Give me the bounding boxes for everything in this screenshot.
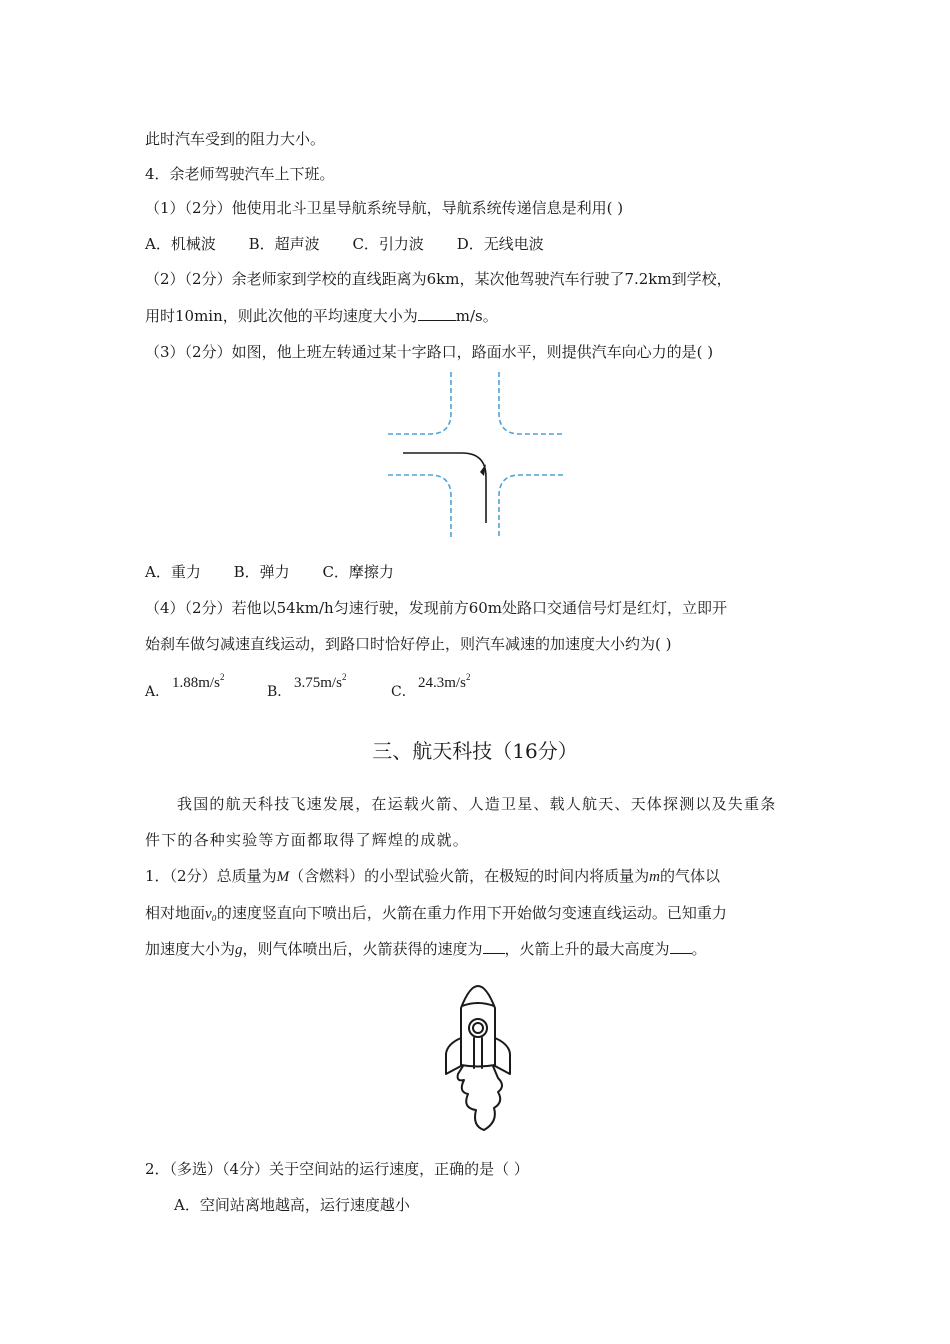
option-c[interactable]: C．引力波: [352, 235, 424, 253]
answer-blank-velocity[interactable]: [483, 939, 505, 954]
option-c-letter[interactable]: C．: [391, 684, 416, 700]
velocity-symbol: v₀: [205, 906, 217, 922]
s3-q1-text: 的气体以: [659, 867, 720, 885]
s3-q1-line1: [145, 866, 720, 887]
option-a-letter[interactable]: A．: [145, 684, 170, 700]
s3-q1-line3: [145, 939, 707, 960]
q4-part2-unit: m/s。: [455, 307, 498, 325]
option-a[interactable]: A．机械波: [145, 235, 216, 253]
q4-part3-options: [145, 562, 422, 582]
q4-part3-stem: （3）（2分）如图，他上班左转通过某十字路口，路面水平，则提供汽车向心力的是( ): [145, 343, 714, 361]
gas-mass-symbol: m: [649, 869, 660, 885]
s3-q1-text: ，火箭上升的最大高度为: [504, 940, 670, 958]
option-b-letter[interactable]: B．: [267, 684, 292, 700]
s3-q1-text: ，则气体喷出后，火箭获得的速度为: [242, 940, 483, 958]
option-b[interactable]: B．超声波: [248, 235, 320, 253]
s3-q1-text: 1．（2分）总质量为: [145, 867, 277, 885]
q4-part1-stem: （1）（2分）他使用北斗卫星导航系统导航，导航系统传递信息是利用( ): [145, 199, 624, 217]
q4-part1-options: [145, 234, 572, 254]
answer-blank-height[interactable]: [670, 939, 692, 954]
q4-part2-text: 用时10min，则此次他的平均速度大小为: [145, 307, 418, 325]
intersection-diagram: [385, 370, 567, 540]
section-3-intro-line1: 我国的航天科技飞速发展，在运载火箭、人造卫星、载人航天、天体探测以及失重条: [177, 795, 777, 813]
s3-q1-text: 。: [691, 940, 707, 958]
q4-part2-line2: [145, 306, 498, 326]
rocket-illustration: [438, 970, 518, 1135]
option-b[interactable]: B．弹力: [233, 563, 290, 581]
s3-q1-line2: [145, 903, 727, 924]
section-3-heading: 三、航天科技（16分）: [372, 739, 578, 763]
mass-symbol: M: [276, 869, 290, 885]
q4-part4-line1: （4）（2分）若他以54km/h匀速行驶，发现前方60m处路口交通信号灯是红灯，立即开: [145, 599, 728, 617]
s3-q1-text: （含燃料）的小型试验火箭，在极短的时间内将质量为: [289, 867, 650, 885]
option-a-value[interactable]: $1.88m/s^2$: [172, 672, 225, 691]
s3-q2-option-a[interactable]: A．空间站离地越高，运行速度越小: [174, 1196, 410, 1214]
q4-part2-line1: （2）（2分）余老师家到学校的直线距离为6km，某次他驾驶汽车行驶了7.2km到学校，: [145, 270, 732, 288]
q4-part4-line2: 始刹车做匀减速直线运动，到路口时恰好停止，则汽车减速的加速度大小约为( ): [145, 635, 672, 653]
option-b-value[interactable]: $3.75m/s^2$: [294, 672, 347, 691]
answer-blank[interactable]: [418, 306, 456, 321]
option-a[interactable]: A．重力: [145, 563, 201, 581]
question-4-title: 4．余老师驾驶汽车上下班。: [145, 165, 335, 183]
option-d[interactable]: D．无线电波: [456, 235, 544, 253]
s3-q1-text: 的速度竖直向下喷出后，火箭在重力作用下开始做匀变速直线运动。已知重力: [216, 904, 727, 922]
option-c[interactable]: C．摩擦力: [322, 563, 394, 581]
option-c-value[interactable]: $24.3m/s^2$: [418, 672, 471, 691]
s3-q2-stem: 2．（多选）（4分）关于空间站的运行速度，正确的是（ ）: [145, 1160, 529, 1178]
section-3-intro-line2: 件下的各种实验等方面都取得了辉煌的成就。: [145, 831, 470, 849]
s3-q1-text: 相对地面: [145, 904, 206, 922]
previous-question-tail: 此时汽车受到的阻力大小。: [145, 130, 326, 148]
gravity-symbol: g: [235, 942, 243, 958]
s3-q1-text: 加速度大小为: [145, 940, 236, 958]
